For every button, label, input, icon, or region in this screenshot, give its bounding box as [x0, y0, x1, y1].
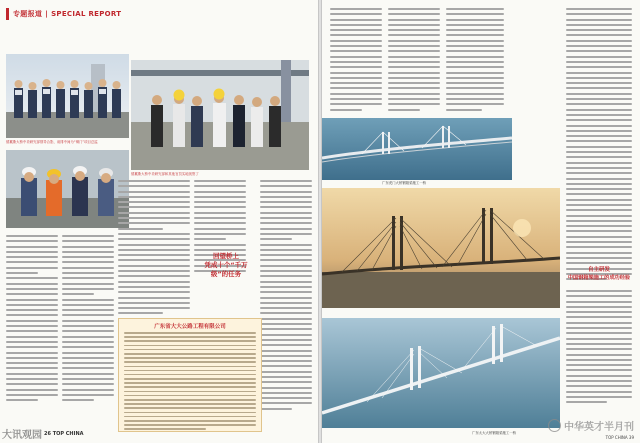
text-column-f	[330, 8, 382, 114]
section-header	[6, 7, 121, 21]
right-page	[322, 0, 640, 443]
photo-bridge-sunset	[322, 188, 560, 308]
watermark-text: 中华英才半月刊	[564, 422, 634, 433]
watermark	[548, 418, 634, 433]
section-title-en: SPECIAL REPORT	[51, 10, 122, 18]
page-number-right: TOP CHINA 39	[605, 435, 634, 440]
photo-bridge-aerial-2	[322, 318, 560, 428]
photo-officials-visit	[131, 60, 309, 170]
section-title-cn: 专题报道	[13, 10, 43, 18]
wechat-icon	[548, 419, 561, 432]
caption-bridge-1: 广东虎门大桥钢箱梁施工一桥	[382, 181, 427, 185]
company-info-box	[118, 318, 262, 432]
side-heading	[565, 266, 633, 282]
text-column-i	[566, 8, 632, 283]
side-heading-line2: 中国钢箱梁施工的成功经验	[567, 275, 631, 281]
pull-quote-line2: 凭成十个“千万级”的任务	[204, 261, 248, 278]
company-box-body	[119, 330, 261, 435]
text-column-a	[6, 235, 58, 405]
text-column-e	[260, 180, 312, 413]
brand-logo-left: 大讯观园	[2, 430, 42, 441]
caption-photo-1: 德累斯大桥中央研究部领导合影，前排中间为“铜门”项目总监	[6, 140, 98, 144]
pull-quote	[196, 252, 256, 279]
text-column-j	[566, 290, 632, 407]
company-box-title: 广东省大大公路工程有限公司	[154, 324, 226, 330]
text-column-c	[118, 180, 190, 318]
left-page	[0, 0, 318, 443]
text-column-h	[446, 8, 504, 114]
photo-workers-helmets	[6, 150, 129, 228]
side-heading-line1: 自主研发	[587, 267, 610, 273]
caption-photo-2: 德累斯大桥中央研究部和其他官员实地视察了	[131, 172, 199, 176]
text-column-g	[388, 8, 440, 114]
pull-quote-line1: 回望桥上	[213, 252, 239, 260]
header-separator: |	[45, 10, 49, 18]
text-column-b	[62, 235, 114, 405]
header-accent-bar	[6, 8, 9, 20]
photo-group-site	[6, 54, 129, 138]
page-number-left: 26 TOP CHINA	[44, 431, 84, 437]
photo-bridge-aerial-1	[322, 118, 512, 180]
caption-bridge-3: 广东太大大桥钢箱梁施工一桥	[472, 431, 517, 435]
